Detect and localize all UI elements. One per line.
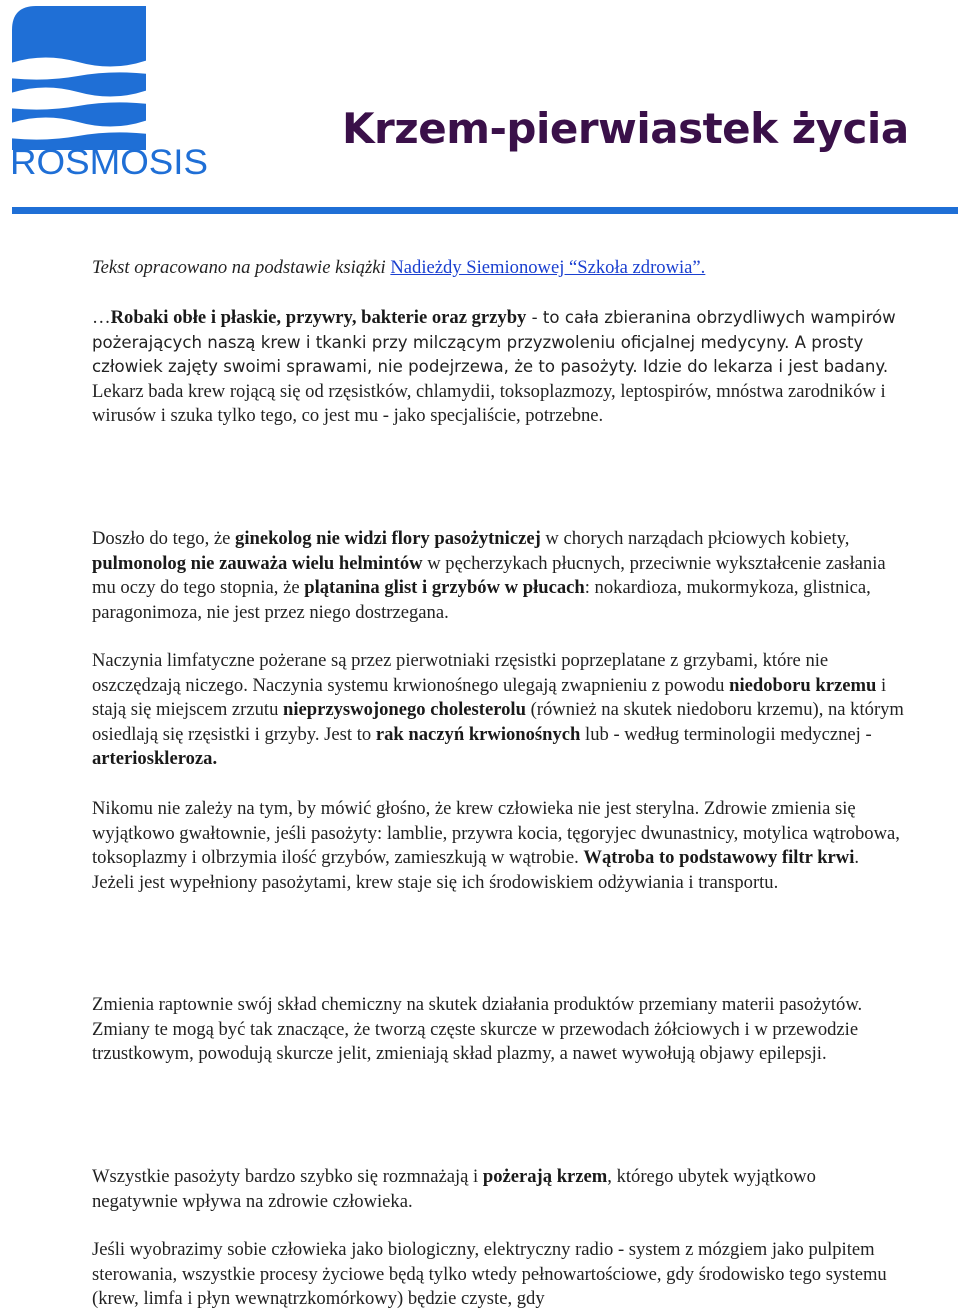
paragraph-text: Zmienia raptownie swój skład chemiczny na skutek działania produktów przemiany materii pasożytów. Zmiany te mogą być tak znaczące, że tworzą częste skurcze w przewodach żółciowych i w przewodzie trzustkowym, powodują skurcze jelit, zmieniają skład plazmy, a nawet wywołują objawy epilepsji. (92, 994, 863, 1064)
paragraph-vessels (92, 649, 904, 772)
bold-phrase: arterioskleroza. (92, 748, 218, 769)
paragraph-text: , którego ubytek wyjątkowo negatywnie wpływa na zdrowie człowieka. (92, 1166, 816, 1212)
ellipsis: … (92, 307, 111, 328)
source-book-link[interactable]: Nadieżdy Siemionowej “Szkoła zdrowia”. (390, 257, 706, 278)
intro-line (92, 256, 904, 281)
paragraph-liver (92, 797, 904, 895)
logo-text: ROSMOSIS (10, 143, 208, 182)
paragraph-doctors (92, 527, 904, 625)
paragraph-text: Wszystkie pasożyty bardzo szybko się rozmnażają i (92, 1166, 483, 1187)
bold-phrase: plątanina glist i grzybów w płucach (304, 577, 585, 598)
paragraph-parasites-intro (92, 306, 904, 429)
bold-phrase: ginekolog nie widzi flory pasożytniczej (235, 528, 541, 549)
paragraph-text: - to cała zbieranina obrzydliwych wampirów pożerających naszą krew i tkanki przy milczącym przyzwoleniu oficjalnej medycyny. A prosty człowiek zajęty swoimi sprawami, nie podejrzewa, że to pasożyty. Idzie do lekarza i jest badany. (92, 308, 896, 376)
bold-phrase: rak naczyń krwionośnych (375, 723, 581, 745)
page-title: Krzem-pierwiastek życia (342, 104, 909, 153)
bold-phrase: Wątroba to podstawowy filtr krwi (583, 847, 855, 868)
paragraph-radio-system (92, 1238, 904, 1312)
paragraph-silicon (92, 1165, 904, 1214)
paragraph-text: (również na skutek niedoboru krzemu), na którym osiedlają się rzęsistki i grzyby. Jest to (92, 699, 904, 745)
paragraph-text: . Jeżeli jest wypełniony pasożytami, krew staje się ich środowiskiem odżywiania i transportu. (92, 847, 860, 893)
paragraph-text: Nikomu nie zależy na tym, by mówić głośno, że krew człowieka nie jest sterylna. Zdrowie zmienia się wyjątkowo gwałtownie, jeśli pasożyty: lamblie, przywra kocia, tęgoryjec dwunastnicy, motylica wątrobowa, toksoplazmy i olbrzymia ilość grzybów, zamieszkują w wątrobie. (92, 798, 900, 868)
paragraph-blood-chemistry (92, 993, 904, 1067)
bold-phrase: pożerają krzem (482, 1166, 608, 1187)
paragraph-text: lub - według terminologii medycznej - (580, 723, 872, 745)
paragraph-text: Jeśli wyobrazimy sobie człowieka jako biologiczny, elektryczny radio - system z mózgiem jako pulpitem sterowania, wszystkie procesy życiowe będą tylko wtedy pełnowartościowe, gdy środowisko tego systemu (krew, limfa i płyn wewnątrzkomórkowy) będzie czyste, gdy (92, 1239, 887, 1309)
intro-prefix: Tekst opracowano na podstawie książki (92, 257, 391, 278)
paragraph-text: : nokardioza, mukormykoza, glistnica, paragonimoza, nie jest przez niego dostrzegana. (92, 577, 871, 623)
paragraph-text: w pęcherzykach płucnych, przeciwnie wykształcenie zasłania mu oczy do tego stopnia, że (92, 552, 886, 598)
paragraph-text: Lekarz bada krew rojącą się od rzęsistków, chlamydii, toksoplazmozy, leptospirów, mnóstwa zarodników i wirusów i szuka tylko tego, co jest mu - jako specjaliście, potrzebne. (92, 380, 886, 426)
paragraph-text: w chorych narządach płciowych kobiety, (540, 528, 850, 549)
header-divider (12, 207, 958, 214)
bold-phrase: niedoboru krzemu (729, 674, 877, 696)
paragraph-text: Naczynia limfatyczne pożerane są przez pierwotniaki rzęsistki poprzeplatane z grzybami, które nie oszczędzają niczego. Naczynia systemu krwionośnego ulegają zwapnieniu z powodu (92, 650, 829, 696)
rosmosis-logo (8, 2, 212, 182)
bold-phrase: pulmonolog nie zauważa wielu helmintów (92, 552, 423, 574)
paragraph-text: Doszło do tego, że (92, 528, 236, 549)
bold-phrase: Robaki obłe i płaskie, przywry, bakterie oraz grzyby (110, 307, 527, 328)
bold-phrase: nieprzyswojonego cholesterolu (283, 699, 526, 720)
paragraph-text: i stają się miejscem zrzutu (92, 674, 887, 720)
